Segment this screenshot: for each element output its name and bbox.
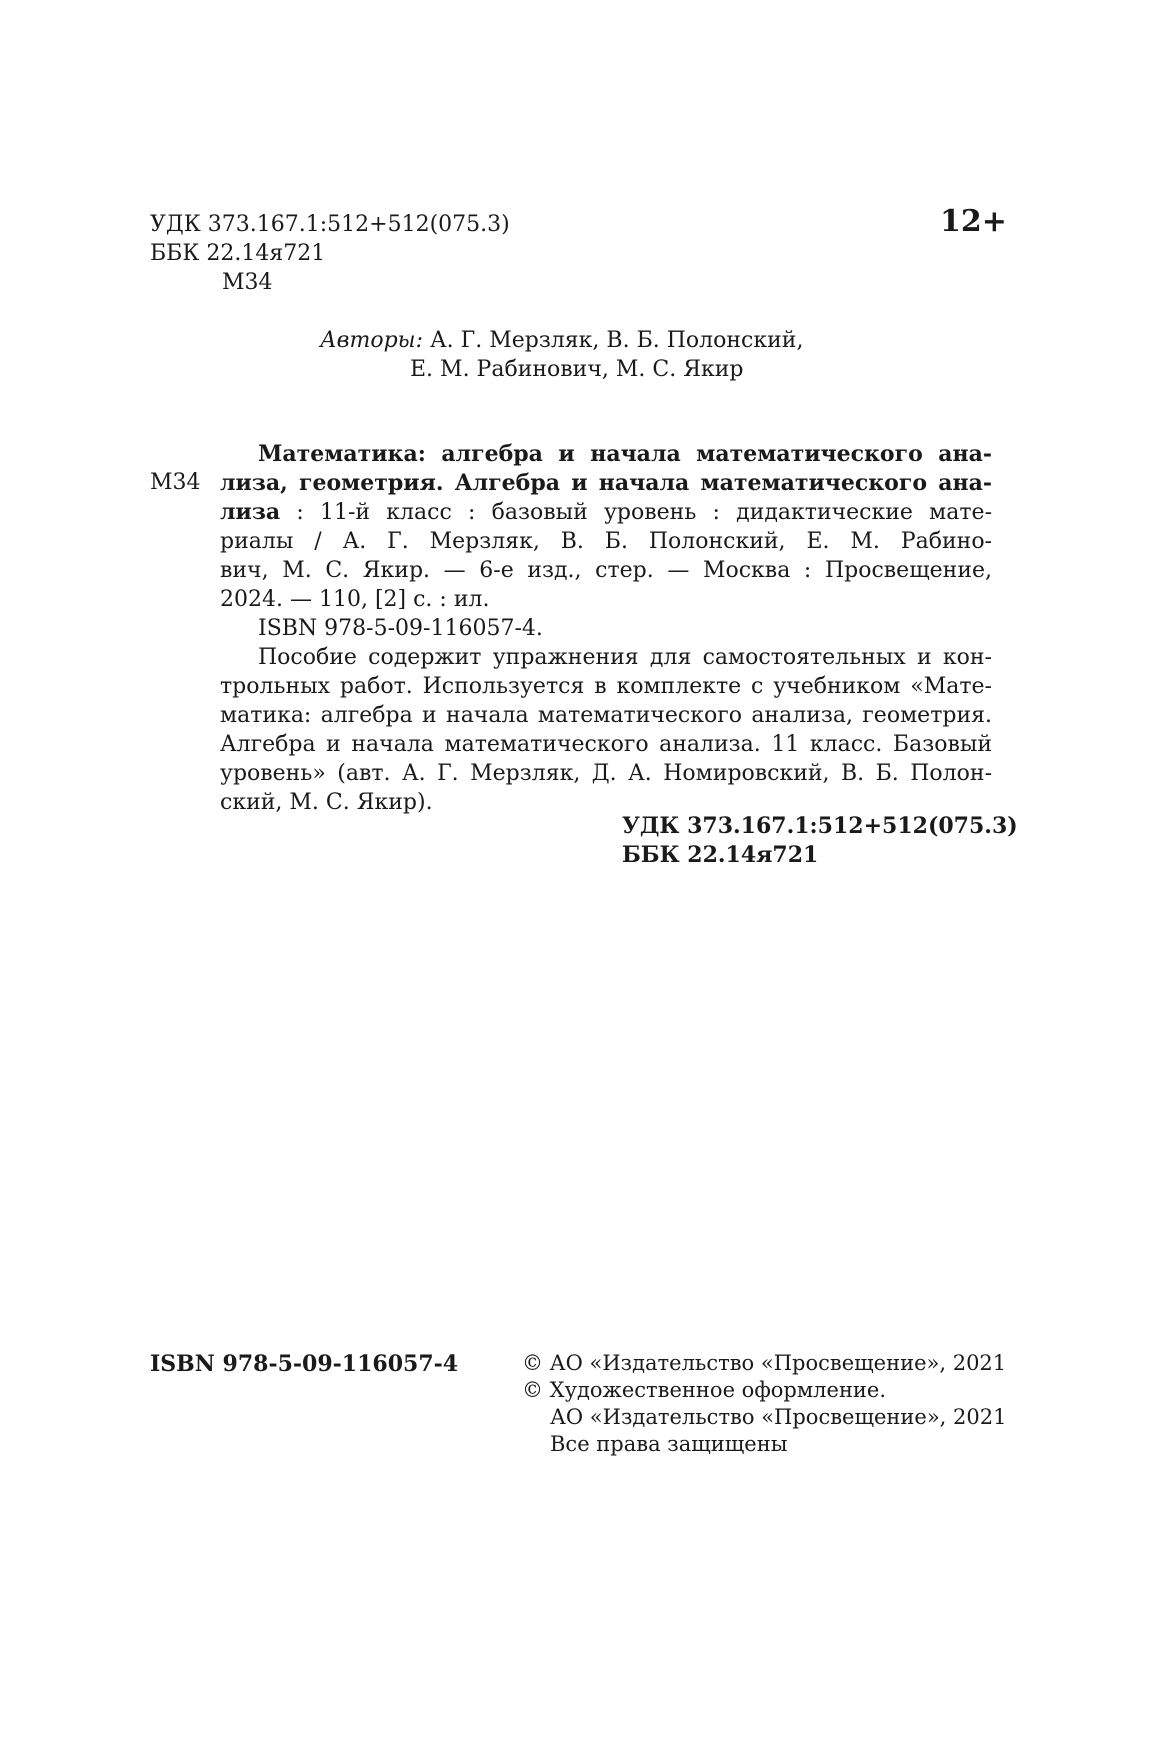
udk-code-record: УДК 373.167.1:512+512(075.3)	[622, 813, 1018, 839]
annotation-line-2: трольных работ. Используется в комплекте с учебником «Мате-	[220, 674, 992, 699]
bbk-code-record: ББК 22.14я721	[622, 842, 819, 868]
bibliographic-record	[220, 440, 992, 817]
udk-code-top: УДК 373.167.1:512+512(075.3)	[150, 212, 510, 237]
age-rating-badge: 12+	[940, 204, 1007, 239]
annotation-line-4: Алгебра и начала математического анализа. 11 класс. Базовый	[220, 732, 992, 757]
rights-reserved: Все права защищены	[550, 1432, 788, 1456]
bbk-code-top: ББК 22.14я721	[150, 241, 326, 266]
record-title-line-3-bold: лиза	[220, 499, 281, 525]
copyright-design-publisher: АО «Издательство «Просвещение», 2021	[550, 1405, 1007, 1429]
authors-line-2: Е. М. Рабинович, М. С. Якир	[410, 357, 744, 382]
annotation-line-1: Пособие содержит упражнения для самостоятельных и кон-	[258, 645, 992, 670]
record-title-line-1: Математика: алгебра и начала математического ана-	[258, 441, 992, 467]
copyright-design: © Художественное оформление.	[522, 1378, 887, 1402]
authors-names-1: А. Г. Мерзляк, В. Б. Полонский,	[430, 328, 804, 353]
record-title-line-3	[220, 498, 992, 527]
record-line-5: вич, М. С. Якир. — 6-е изд., стер. — Москва : Просвещение,	[220, 558, 992, 583]
record-title-line-2: лиза, геометрия. Алгебра и начала математического ана-	[220, 470, 992, 496]
isbn-footer: ISBN 978-5-09-116057-4	[150, 1351, 459, 1377]
record-isbn: ISBN 978-5-09-116057-4.	[258, 616, 543, 641]
annotation-line-6: ский, М. С. Якир).	[220, 790, 433, 815]
copyright-publisher: © АО «Издательство «Просвещение», 2021	[522, 1351, 1007, 1375]
author-mark-top: М34	[222, 270, 273, 295]
author-mark-record: М34	[150, 470, 201, 495]
record-line-6: 2024. — 110, [2] с. : ил.	[220, 587, 490, 612]
authors-line-1	[320, 326, 803, 355]
authors-label: Авторы:	[320, 328, 423, 353]
record-title-line-3-rest: : 11-й класс : базовый уровень : дидактические мате-	[280, 500, 992, 525]
record-line-4: риалы / А. Г. Мерзляк, В. Б. Полонский, Е. М. Рабино-	[220, 529, 992, 554]
annotation-line-5: уровень» (авт. А. Г. Мерзляк, Д. А. Номировский, В. Б. Полон-	[220, 761, 992, 786]
annotation-line-3: матика: алгебра и начала математического анализа, геометрия.	[220, 703, 992, 728]
